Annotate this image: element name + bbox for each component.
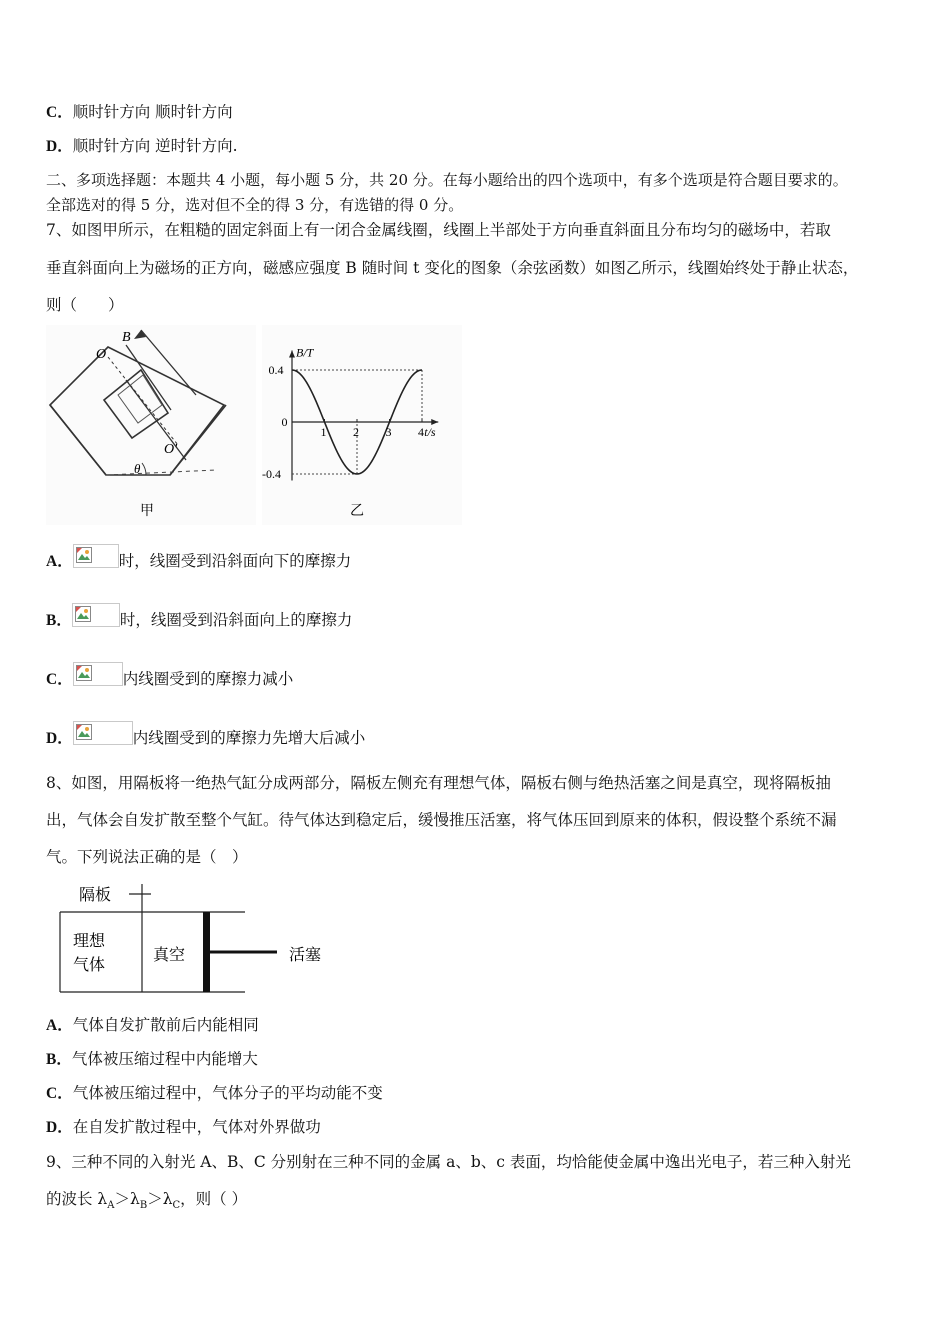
x-tick-label: 2: [353, 425, 359, 439]
option-label: D．: [46, 138, 73, 155]
missing-formula-image: [73, 662, 123, 686]
option-label: B．: [46, 612, 72, 629]
label-piston: 活塞: [289, 945, 322, 964]
x-tick-label: 4: [418, 425, 424, 439]
q8-option-a: [46, 1015, 259, 1036]
y-tick-label: 0.4: [268, 363, 284, 377]
option-text: 在自发扩散过程中，气体对外界做功: [72, 1118, 321, 1136]
option-text: 时，线圈受到沿斜面向上的摩擦力: [119, 611, 353, 629]
q9-text: ，则（ ）: [180, 1190, 248, 1208]
label-o-prime: O': [164, 442, 178, 457]
label-b: B: [122, 330, 131, 345]
q7-stem-line2: 垂直斜面向上为磁场的正方向，磁感应强度 B 随时间 t 变化的图象（余弦函数）如图乙所示，线圈始终处于静止状态，: [46, 259, 859, 277]
subscript-c: C: [172, 1200, 181, 1212]
q7-stem-line3: 则（ ）: [46, 296, 124, 314]
q8-stem-line3: 气。下列说法正确的是（ ）: [46, 848, 248, 866]
y-tick-label: 0: [281, 415, 288, 429]
q9-stem-line1: 9、三种不同的入射光 A、B、C 分别射在三种不同的金属 a、b、c 表面，均恰能使金属中逸出光电子，若三种入射光: [46, 1153, 851, 1171]
missing-formula-image: [73, 721, 133, 745]
q9-text: 的波长 λ: [46, 1190, 108, 1208]
x-tick-label: 1: [320, 425, 327, 439]
section-heading-line1: 二、多项选择题：本题共 4 小题，每小题 5 分，共 20 分。在每小题给出的四个选项中，有多个选项是符合题目要求的。: [46, 171, 848, 189]
option-text: 气体被压缩过程中内能增大: [71, 1050, 258, 1068]
option-label: A．: [46, 553, 73, 570]
broken-image-icon: [76, 665, 92, 681]
missing-formula-image: [72, 603, 120, 627]
label-ideal: 理想: [73, 931, 106, 950]
figure-jia: [46, 325, 256, 525]
subscript-a: A: [107, 1200, 115, 1212]
y-axis-label: B/T: [296, 345, 314, 360]
subscript-b: B: [139, 1200, 148, 1212]
option-label: B．: [46, 1051, 72, 1068]
q9-stem-line2: [46, 1189, 247, 1216]
option-text: 时，线圈受到沿斜面向下的摩擦力: [118, 552, 352, 570]
caption-yi: 乙: [350, 503, 364, 519]
q7-option-c: [46, 666, 293, 690]
q9-text: ＞λ: [147, 1190, 173, 1208]
q6-option-c: [46, 102, 233, 123]
q9-text: ＞λ: [114, 1190, 140, 1208]
broken-image-icon: [76, 547, 92, 563]
figure-yi-chart: [262, 325, 462, 525]
q8-option-d: [46, 1117, 321, 1138]
option-label: C．: [46, 1085, 73, 1102]
missing-formula-image: [73, 544, 119, 568]
option-text: 气体被压缩过程中，气体分子的平均动能不变: [72, 1084, 383, 1102]
option-text: 顺时针方向 逆时针方向.: [72, 137, 238, 155]
option-label: C．: [46, 104, 73, 121]
label-partition: 隔板: [79, 885, 112, 904]
q8-option-c: [46, 1083, 383, 1104]
option-label: A．: [46, 1017, 73, 1034]
label-gas: 气体: [73, 955, 106, 974]
q7-option-b: [46, 607, 352, 631]
x-tick-label: 3: [385, 425, 392, 439]
x-axis-label: t/s: [424, 425, 436, 439]
label-theta: θ: [134, 461, 141, 476]
q7-option-d: [46, 725, 365, 749]
caption-jia: 甲: [140, 503, 154, 519]
option-label: D．: [46, 730, 73, 747]
option-text: 内线圈受到的摩擦力减小: [122, 670, 294, 688]
option-text: 顺时针方向 顺时针方向: [72, 103, 233, 121]
option-text: 内线圈受到的摩擦力先增大后减小: [132, 729, 366, 747]
broken-image-icon: [75, 606, 91, 622]
label-vacuum: 真空: [153, 945, 186, 964]
option-label: C．: [46, 671, 73, 688]
q8-stem-line1: 8、如图，用隔板将一绝热气缸分成两部分，隔板左侧充有理想气体，隔板右侧与绝热活塞之间是真空，现将隔板抽: [46, 774, 831, 792]
broken-image-icon: [76, 724, 92, 740]
q7-stem-line1: 7、如图甲所示，在粗糙的固定斜面上有一闭合金属线圈，线圈上半部处于方向垂直斜面且分布均匀的磁场中，若取: [46, 221, 831, 239]
q8-option-b: [46, 1049, 258, 1070]
cylinder-figure: [55, 878, 355, 998]
section-heading-line2: 全部选对的得 5 分，选对但不全的得 3 分，有选错的得 0 分。: [46, 196, 464, 214]
option-label: D．: [46, 1119, 73, 1136]
q7-option-a: [46, 548, 351, 572]
q8-stem-line2: 出，气体会自发扩散至整个气缸。待气体达到稳定后，缓慢推压活塞，将气体压回到原来的体积，假设整个系统不漏: [46, 811, 837, 829]
option-text: 气体自发扩散前后内能相同: [72, 1016, 259, 1034]
label-o: O: [96, 347, 107, 362]
piston: [203, 912, 210, 992]
q6-option-d: [46, 136, 238, 157]
y-tick-label: -0.4: [262, 467, 281, 481]
